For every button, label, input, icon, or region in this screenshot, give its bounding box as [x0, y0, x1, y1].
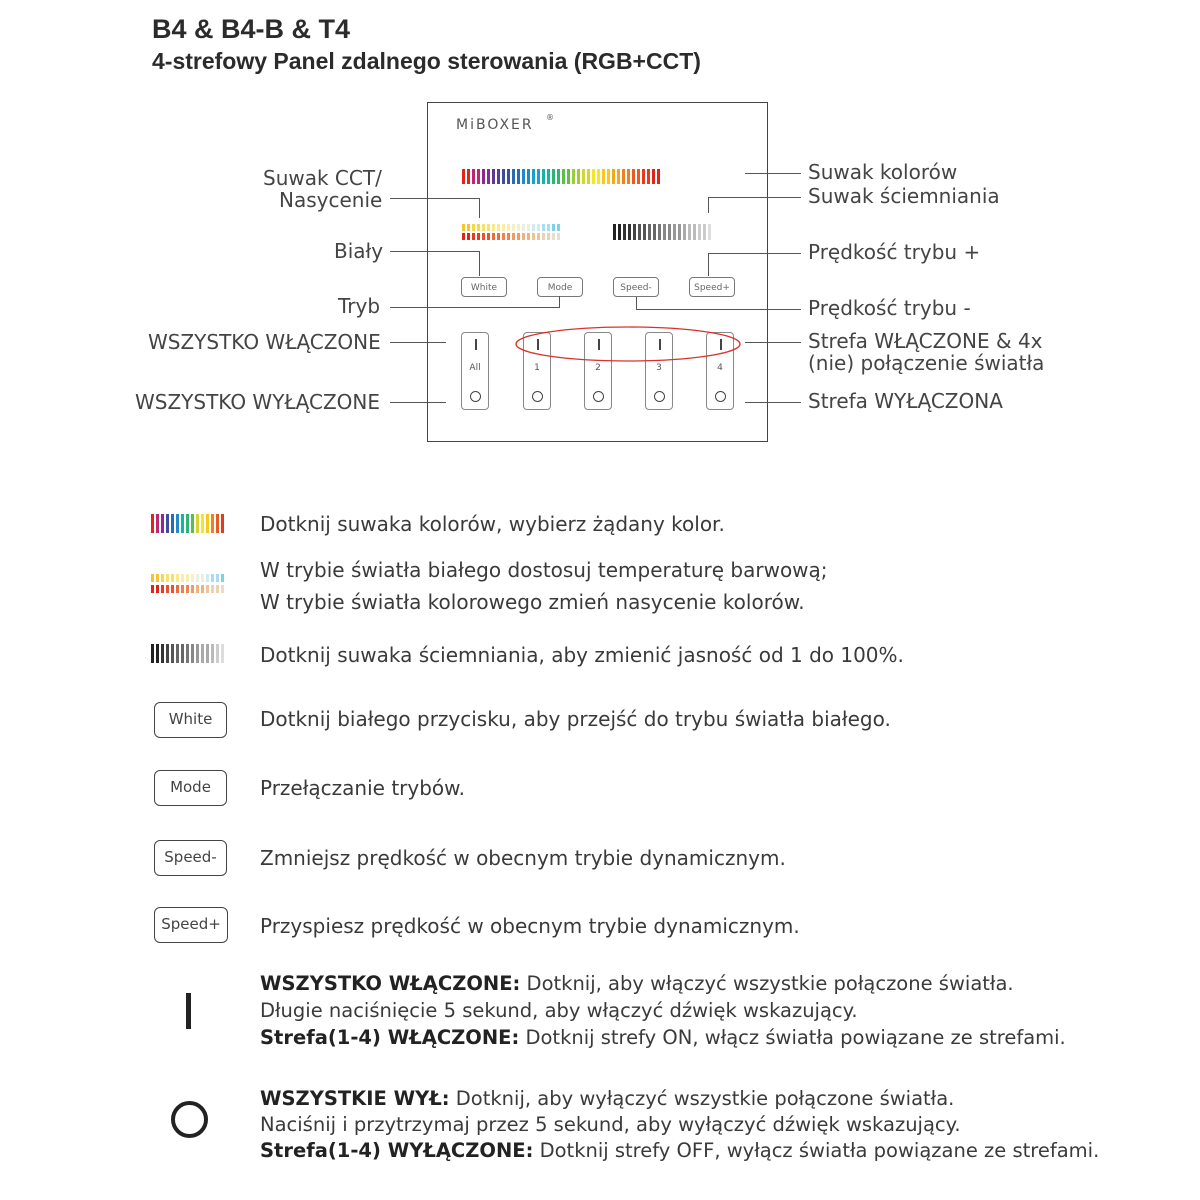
- on-note-text: Dotknij, aby włączyć wszystkie połączone światła.: [520, 972, 1014, 995]
- color-strip: [477, 169, 480, 184]
- dim-strip: [678, 224, 681, 240]
- leader-line: [708, 197, 709, 213]
- cct-strip: [547, 233, 550, 240]
- color-strip: [462, 169, 465, 184]
- color-strip: [582, 169, 585, 184]
- cct-strip: [467, 233, 470, 240]
- cct-strip: [221, 585, 224, 593]
- color-strip: [607, 169, 610, 184]
- color-strip: [632, 169, 635, 184]
- off-icon[interactable]: [593, 391, 604, 402]
- cct-strip: [181, 585, 184, 593]
- color-strip: [532, 169, 535, 184]
- cct-strip: [557, 224, 560, 231]
- dim-strip: [156, 644, 159, 663]
- cct-strip: [502, 233, 505, 240]
- on-symbol-icon: [186, 993, 191, 1029]
- page-subtitle: 4-strefowy Panel zdalnego sterowania (RGB+CCT): [152, 48, 701, 74]
- cct-strip: [196, 574, 199, 582]
- leader-line: [708, 197, 801, 198]
- legend-mode-text: Przełączanie trybów.: [260, 776, 466, 800]
- dim-strip: [698, 224, 701, 240]
- dim-strip: [201, 644, 204, 663]
- off-note-text: Dotknij, aby wyłączyć wszystkie połączone światła.: [449, 1087, 955, 1110]
- color-strip: [487, 169, 490, 184]
- color-strip: [577, 169, 580, 184]
- cct-strip: [507, 224, 510, 231]
- cct-strip: [196, 585, 199, 593]
- color-strip: [517, 169, 520, 184]
- color-strip: [527, 169, 530, 184]
- cct-strip: [151, 574, 154, 582]
- cct-strip: [186, 585, 189, 593]
- color-strip: [642, 169, 645, 184]
- cct-strip: [221, 574, 224, 582]
- cct-strip: [477, 224, 480, 231]
- cct-strip: [151, 585, 154, 593]
- color-strip: [637, 169, 640, 184]
- cct-strip: [176, 574, 179, 582]
- legend-dim-text: Dotknij suwaka ściemniania, aby zmienić jasność od 1 do 100%.: [260, 643, 904, 667]
- speed-minus-button-icon: Speed-: [154, 840, 227, 876]
- color-strip: [502, 169, 505, 184]
- cct-strip: [542, 224, 545, 231]
- off-icon[interactable]: [532, 391, 543, 402]
- color-strip: [176, 514, 179, 533]
- callout-cct-line1: Suwak CCT/: [263, 166, 382, 190]
- cct-strip: [552, 224, 555, 231]
- cct-strip: [166, 585, 169, 593]
- dim-strip: [206, 644, 209, 663]
- callout-zone-on-line1: Strefa WŁĄCZONE & 4x: [808, 329, 1043, 353]
- cct-strip: [216, 585, 219, 593]
- callout-dim-slider: Suwak ściemniania: [808, 184, 1000, 208]
- color-strip: [522, 169, 525, 184]
- color-strip: [201, 514, 204, 533]
- color-strip: [196, 514, 199, 533]
- white-button-icon: White: [154, 702, 227, 738]
- color-strip: [186, 514, 189, 533]
- cct-strip: [502, 224, 505, 231]
- cct-strip: [527, 224, 530, 231]
- callout-all-off: WSZYSTKO WYŁĄCZONE: [135, 390, 380, 414]
- registered-mark: ®: [546, 113, 554, 122]
- cct-strip: [487, 233, 490, 240]
- cct-strip: [171, 574, 174, 582]
- dim-strip: [613, 224, 616, 240]
- dim-strip: [668, 224, 671, 240]
- cct-strip: [477, 233, 480, 240]
- color-strip: [572, 169, 575, 184]
- leader-line: [479, 251, 480, 276]
- color-strip: [627, 169, 630, 184]
- color-strip: [156, 514, 159, 533]
- dim-strip: [186, 644, 189, 663]
- dim-strip: [633, 224, 636, 240]
- cct-strip: [542, 233, 545, 240]
- color-strip: [537, 169, 540, 184]
- callout-color-slider: Suwak kolorów: [808, 160, 958, 184]
- color-strip: [507, 169, 510, 184]
- cct-strip: [492, 233, 495, 240]
- color-strip: [151, 514, 154, 533]
- dim-strip: [648, 224, 651, 240]
- zone-all-key[interactable]: [461, 332, 489, 410]
- off-note-line2: Naciśnij i przytrzymaj przez 5 sekund, aby wyłączyć dźwięk wskazujący.: [260, 1113, 961, 1136]
- cct-strip: [206, 574, 209, 582]
- leader-line: [390, 251, 479, 252]
- cct-strip: [482, 233, 485, 240]
- cct-strip: [482, 224, 485, 231]
- legend-cct-text-2: W trybie światła kolorowego zmień nasycenie kolorów.: [260, 590, 805, 614]
- color-strip: [557, 169, 560, 184]
- color-strip: [587, 169, 590, 184]
- dim-slider[interactable]: [613, 224, 711, 240]
- cct-strip: [532, 224, 535, 231]
- cct-strip: [462, 224, 465, 231]
- cct-strip: [472, 233, 475, 240]
- cct-strip: [206, 585, 209, 593]
- on-note-line2: Długie naciśnięcie 5 sekund, aby włączyć dźwięk wskazujący.: [260, 999, 858, 1022]
- leader-line: [745, 173, 801, 174]
- callout-zone-off: Strefa WYŁĄCZONA: [808, 389, 1003, 413]
- cct-strip: [467, 224, 470, 231]
- callout-mode: Tryb: [338, 294, 381, 318]
- cct-strip: [517, 224, 520, 231]
- cct-strip: [532, 233, 535, 240]
- leader-line: [708, 253, 801, 254]
- leader-line: [745, 402, 801, 403]
- leader-line: [479, 198, 480, 218]
- dim-strip: [708, 224, 711, 240]
- color-strip: [206, 514, 209, 533]
- color-strip: [181, 514, 184, 533]
- color-strip: [542, 169, 545, 184]
- color-strip: [211, 514, 214, 533]
- dim-strip: [171, 644, 174, 663]
- dim-strip: [693, 224, 696, 240]
- cct-strip: [201, 585, 204, 593]
- dim-strip: [683, 224, 686, 240]
- dim-strip: [618, 224, 621, 240]
- leader-line: [390, 342, 446, 343]
- zone-off-note-text: Dotknij strefy OFF, wyłącz światła powiązane ze strefami.: [533, 1139, 1100, 1162]
- mode-button-icon: Mode: [154, 770, 227, 806]
- zone-label: 3: [656, 363, 662, 373]
- color-strip: [166, 514, 169, 533]
- color-strip: [547, 169, 550, 184]
- color-strip: [612, 169, 615, 184]
- zone-label: 2: [595, 363, 601, 373]
- leader-line: [636, 309, 801, 310]
- cct-slider[interactable]: [462, 224, 560, 238]
- cct-strip: [161, 585, 164, 593]
- on-note-line3: [260, 1024, 1066, 1051]
- dim-strip: [628, 224, 631, 240]
- callout-cct-line2: Nasycenie: [279, 188, 383, 212]
- cct-strip: [507, 233, 510, 240]
- legend-color-text: Dotknij suwaka kolorów, wybierz żądany kolor.: [260, 512, 725, 536]
- dim-strip: [638, 224, 641, 240]
- on-icon[interactable]: [475, 339, 477, 350]
- off-symbol-icon: [171, 1101, 208, 1138]
- dim-strip: [221, 644, 224, 663]
- dim-strip: [673, 224, 676, 240]
- color-strip: [567, 169, 570, 184]
- dim-strip: [211, 644, 214, 663]
- dim-strip: [196, 644, 199, 663]
- cct-strip: [512, 224, 515, 231]
- cct-strip: [472, 224, 475, 231]
- color-strip: [652, 169, 655, 184]
- cct-strip: [191, 585, 194, 593]
- dim-strip: [658, 224, 661, 240]
- color-strip: [171, 514, 174, 533]
- cct-strip: [201, 574, 204, 582]
- color-strip: [622, 169, 625, 184]
- leader-line: [390, 198, 479, 199]
- leader-line: [708, 253, 709, 276]
- cct-strip: [166, 574, 169, 582]
- color-strip: [216, 514, 219, 533]
- dim-strip: [161, 644, 164, 663]
- callout-speed-minus: Prędkość trybu -: [808, 296, 971, 320]
- cct-strip: [462, 233, 465, 240]
- off-icon[interactable]: [470, 391, 481, 402]
- dim-strip: [181, 644, 184, 663]
- dim-strip: [688, 224, 691, 240]
- cct-strip: [527, 233, 530, 240]
- cct-strip: [211, 585, 214, 593]
- off-icon[interactable]: [654, 391, 665, 402]
- color-strip: [602, 169, 605, 184]
- zone-label: 1: [534, 363, 540, 373]
- off-note-bold: WSZYSTKIE WYŁ:: [260, 1087, 450, 1110]
- color-strip: [221, 514, 224, 533]
- off-note-line3: [260, 1137, 1099, 1164]
- on-note-line1: [260, 970, 1014, 997]
- callout-zone-on-line2: (nie) połączenie światła: [808, 351, 1045, 375]
- cct-strip: [552, 233, 555, 240]
- callout-white: Biały: [334, 239, 384, 263]
- cct-strip: [176, 585, 179, 593]
- cct-strip: [557, 233, 560, 240]
- speed-minus-button[interactable]: Speed-: [613, 277, 659, 297]
- cct-strip: [181, 574, 184, 582]
- cct-strip: [186, 574, 189, 582]
- cct-strip: [191, 574, 194, 582]
- cct-strip: [522, 233, 525, 240]
- cct-strip: [517, 233, 520, 240]
- cct-strip: [537, 224, 540, 231]
- color-strip: [512, 169, 515, 184]
- cct-strip: [156, 574, 159, 582]
- legend-speed-plus-text: Przyspiesz prędkość w obecnym trybie dynamicznym.: [260, 914, 800, 938]
- cct-strip: [171, 585, 174, 593]
- dim-strip: [643, 224, 646, 240]
- off-icon[interactable]: [715, 391, 726, 402]
- zone-off-note-bold: Strefa(1-4) WYŁĄCZONE:: [260, 1139, 534, 1162]
- color-strip: [467, 169, 470, 184]
- cct-strip: [492, 224, 495, 231]
- zone-on-note-text: Dotknij strefy ON, włącz światła powiązane ze strefami.: [519, 1026, 1066, 1049]
- off-note-line1: [260, 1085, 954, 1112]
- mode-button[interactable]: Mode: [537, 277, 583, 297]
- legend-speed-minus-text: Zmniejsz prędkość w obecnym trybie dynamicznym.: [260, 846, 786, 870]
- color-strip: [597, 169, 600, 184]
- cct-strip: [522, 224, 525, 231]
- callout-speed-plus: Prędkość trybu +: [808, 240, 981, 264]
- color-strip: [497, 169, 500, 184]
- dim-strip: [216, 644, 219, 663]
- leader-line: [390, 307, 560, 308]
- cct-strip: [537, 233, 540, 240]
- color-slider[interactable]: [462, 169, 660, 184]
- color-strip: [657, 169, 660, 184]
- zone-on-note-bold: Strefa(1-4) WŁĄCZONE:: [260, 1026, 520, 1049]
- color-strip: [617, 169, 620, 184]
- dim-strip: [653, 224, 656, 240]
- cct-strip: [547, 224, 550, 231]
- dim-strip: [663, 224, 666, 240]
- dim-strip: [151, 644, 154, 663]
- dim-strip: [623, 224, 626, 240]
- leader-line: [636, 297, 637, 309]
- dim-strip: [176, 644, 179, 663]
- dim-strip: [166, 644, 169, 663]
- color-strip: [482, 169, 485, 184]
- cct-slider-icon: [151, 574, 224, 590]
- white-button[interactable]: White: [461, 277, 507, 297]
- dim-slider-icon: [151, 644, 224, 663]
- color-strip: [647, 169, 650, 184]
- page-title: B4 & B4-B & T4: [152, 14, 351, 44]
- cct-strip: [156, 585, 159, 593]
- cct-strip: [161, 574, 164, 582]
- dim-strip: [703, 224, 706, 240]
- color-strip: [592, 169, 595, 184]
- speed-plus-button-icon: Speed+: [154, 907, 228, 943]
- cct-strip: [216, 574, 219, 582]
- callout-all-on: WSZYSTKO WŁĄCZONE: [148, 330, 381, 354]
- legend-cct-text-1: W trybie światła białego dostosuj temperaturę barwową;: [260, 558, 828, 582]
- on-note-bold: WSZYSTKO WŁĄCZONE:: [260, 972, 521, 995]
- color-strip: [161, 514, 164, 533]
- cct-strip: [487, 224, 490, 231]
- color-strip: [191, 514, 194, 533]
- color-strip: [552, 169, 555, 184]
- zone-label: All: [469, 363, 481, 373]
- cct-strip: [512, 233, 515, 240]
- cct-strip: [497, 233, 500, 240]
- brand-logo: MiBOXER: [456, 117, 534, 133]
- cct-strip: [211, 574, 214, 582]
- color-strip: [562, 169, 565, 184]
- zone-on-highlight: [510, 322, 746, 366]
- cct-strip: [497, 224, 500, 231]
- speed-plus-button[interactable]: Speed+: [689, 277, 735, 297]
- leader-line: [390, 402, 446, 403]
- color-strip: [472, 169, 475, 184]
- legend-white-text: Dotknij białego przycisku, aby przejść do trybu światła białego.: [260, 707, 891, 731]
- dim-strip: [191, 644, 194, 663]
- leader-line: [559, 296, 560, 307]
- color-slider-icon: [151, 514, 224, 533]
- zone-label: 4: [717, 363, 723, 373]
- leader-line: [745, 342, 801, 343]
- color-strip: [492, 169, 495, 184]
